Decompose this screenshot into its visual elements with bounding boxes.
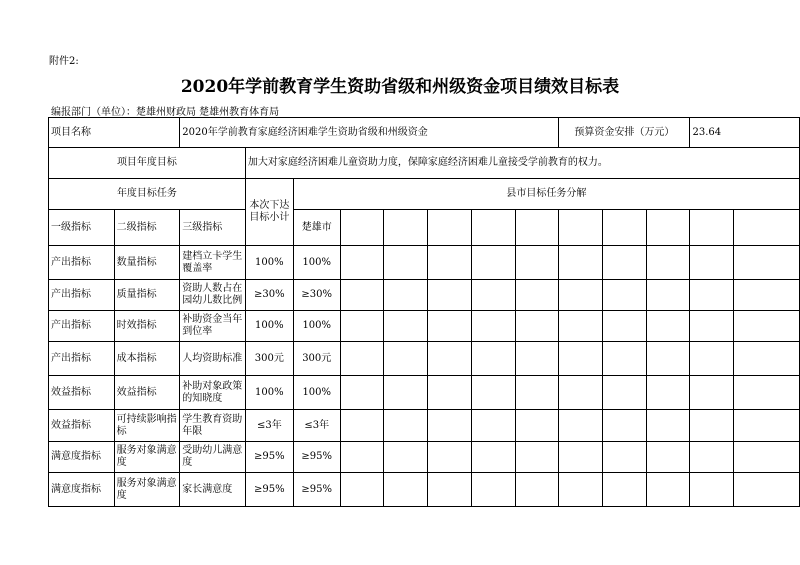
empty-cell: [559, 311, 603, 342]
empty-cell: [734, 342, 800, 376]
empty-cell: [515, 442, 559, 473]
level1-header: 一级指标: [49, 210, 115, 246]
empty-cell: [646, 473, 690, 507]
table-row: [49, 280, 800, 311]
level3-cell: 学生教育资助年限: [180, 410, 246, 442]
level3-cell: 补助资金当年到位率: [180, 311, 246, 342]
empty-cell: [340, 246, 384, 280]
level2-cell: 效益指标: [114, 376, 180, 410]
subtotal-cell: ≥95%: [245, 473, 293, 507]
empty-cell: [559, 410, 603, 442]
empty-cell: [603, 376, 647, 410]
empty-cell: [690, 442, 734, 473]
table-row: [49, 410, 800, 442]
empty-cell: [428, 342, 472, 376]
level2-cell: 质量指标: [114, 280, 180, 311]
county-chuxiong-cell: 100%: [293, 376, 340, 410]
level1-cell: 产出指标: [49, 342, 115, 376]
empty-cell: [603, 246, 647, 280]
empty-cell: [515, 473, 559, 507]
subtotal-cell: 300元: [245, 342, 293, 376]
empty-cell: [384, 311, 428, 342]
level1-cell: 效益指标: [49, 376, 115, 410]
table-row: [49, 311, 800, 342]
empty-cell: [428, 473, 472, 507]
annual-tasks-header: 年度目标任务: [49, 179, 246, 210]
level2-cell: 服务对象满意度: [114, 442, 180, 473]
empty-cell: [734, 376, 800, 410]
level1-cell: 产出指标: [49, 246, 115, 280]
empty-cell: [559, 246, 603, 280]
level1-cell: 产出指标: [49, 311, 115, 342]
empty-cell: [428, 246, 472, 280]
empty-cell: [559, 376, 603, 410]
level3-cell: 资助人数占在园幼儿数比例: [180, 280, 246, 311]
empty-cell: [734, 473, 800, 507]
empty-cell: [515, 246, 559, 280]
empty-cell: [734, 311, 800, 342]
attachment-label: 附件2:: [49, 56, 79, 67]
empty-cell: [471, 246, 515, 280]
empty-cell: [646, 376, 690, 410]
empty-cell: [340, 473, 384, 507]
empty-cell: [384, 376, 428, 410]
empty-cell: [471, 376, 515, 410]
level3-cell: 补助对象政策的知晓度: [180, 376, 246, 410]
level1-cell: 产出指标: [49, 280, 115, 311]
empty-cell: [471, 442, 515, 473]
table-row: [49, 342, 800, 376]
empty-cell: [646, 342, 690, 376]
annual-goal-value: 加大对家庭经济困难儿童资助力度，保障家庭经济困难儿童接受学前教育的权力。: [245, 148, 799, 179]
county-chuxiong-cell: 300元: [293, 342, 340, 376]
empty-cell: [471, 311, 515, 342]
empty-cell: [340, 280, 384, 311]
annual-goal-label: 项目年度目标: [49, 148, 246, 179]
empty-cell: [471, 280, 515, 311]
empty-cell: [428, 442, 472, 473]
level3-cell: 建档立卡学生覆盖率: [180, 246, 246, 280]
empty-cell: [646, 311, 690, 342]
empty-cell: [690, 280, 734, 311]
empty-cell: [515, 311, 559, 342]
empty-cell: [603, 473, 647, 507]
empty-cell: [646, 246, 690, 280]
empty-cell: [734, 280, 800, 311]
empty-cell: [690, 473, 734, 507]
empty-cell: [559, 342, 603, 376]
performance-table: [48, 117, 800, 507]
empty-cell: [734, 442, 800, 473]
empty-cell: [603, 442, 647, 473]
empty-cell: [384, 246, 428, 280]
county-chuxiong-cell: ≤3年: [293, 410, 340, 442]
empty-cell: [471, 410, 515, 442]
empty-cell: [646, 442, 690, 473]
subtotal-cell: 100%: [245, 246, 293, 280]
project-name-value: 2020年学前教育家庭经济困难学生资助省级和州级资金: [180, 118, 559, 148]
empty-cell: [428, 311, 472, 342]
subtotal-header: 本次下达目标小计: [245, 179, 293, 246]
level3-cell: 人均资助标准: [180, 342, 246, 376]
empty-cell: [646, 410, 690, 442]
level3-cell: 家长满意度: [180, 473, 246, 507]
level2-cell: 服务对象满意度: [114, 473, 180, 507]
empty-cell: [734, 246, 800, 280]
level3-cell: 受助幼儿满意度: [180, 442, 246, 473]
subtotal-cell: ≥30%: [245, 280, 293, 311]
subtotal-cell: 100%: [245, 376, 293, 410]
empty-cell: [340, 442, 384, 473]
level1-cell: 效益指标: [49, 410, 115, 442]
empty-cell: [603, 311, 647, 342]
empty-cell: [471, 473, 515, 507]
empty-cell: [646, 280, 690, 311]
empty-cell: [340, 376, 384, 410]
empty-cell: [559, 280, 603, 311]
subtotal-cell: ≥95%: [245, 442, 293, 473]
budget-value: 23.64: [690, 118, 800, 148]
project-name-label: 项目名称: [49, 118, 180, 148]
empty-cell: [515, 342, 559, 376]
county-chuxiong-cell: 100%: [293, 311, 340, 342]
subtotal-cell: ≤3年: [245, 410, 293, 442]
empty-cell: [690, 311, 734, 342]
county-chuxiong-cell: ≥30%: [293, 280, 340, 311]
level2-cell: 成本指标: [114, 342, 180, 376]
county-chuxiong-cell: ≥95%: [293, 442, 340, 473]
reporting-unit: 编报部门（单位）：楚雄州财政局 楚雄州教育体育局: [51, 107, 280, 118]
table-row: [49, 376, 800, 410]
level2-header: 二级指标: [114, 210, 180, 246]
empty-cell: [603, 342, 647, 376]
level2-cell: 可持续影响指标: [114, 410, 180, 442]
level1-cell: 满意度指标: [49, 473, 115, 507]
empty-cell: [384, 442, 428, 473]
empty-cell: [428, 410, 472, 442]
page-title: 2020年学前教育学生资助省级和州级资金项目绩效目标表: [180, 77, 620, 97]
subtotal-cell: 100%: [245, 311, 293, 342]
empty-cell: [515, 376, 559, 410]
level2-cell: 时效指标: [114, 311, 180, 342]
empty-cell: [690, 376, 734, 410]
empty-cell: [384, 280, 428, 311]
empty-cell: [559, 442, 603, 473]
empty-cell: [603, 280, 647, 311]
level3-header: 三级指标: [180, 210, 246, 246]
empty-cell: [515, 280, 559, 311]
level2-cell: 数量指标: [114, 246, 180, 280]
empty-cell: [384, 342, 428, 376]
empty-cell: [690, 246, 734, 280]
empty-cell: [734, 410, 800, 442]
county-header-chuxiong: 楚雄市: [293, 210, 340, 246]
table-row: [49, 473, 800, 507]
empty-cell: [471, 342, 515, 376]
empty-cell: [690, 342, 734, 376]
empty-cell: [559, 473, 603, 507]
empty-cell: [340, 342, 384, 376]
empty-cell: [384, 473, 428, 507]
level1-cell: 满意度指标: [49, 442, 115, 473]
empty-cell: [428, 376, 472, 410]
county-chuxiong-cell: 100%: [293, 246, 340, 280]
table-row: [49, 246, 800, 280]
empty-cell: [603, 410, 647, 442]
county-chuxiong-cell: ≥95%: [293, 473, 340, 507]
empty-cell: [340, 410, 384, 442]
budget-label: 预算资金安排（万元）: [559, 118, 690, 148]
county-breakdown-header: 县市目标任务分解: [293, 179, 799, 210]
empty-cell: [428, 280, 472, 311]
empty-cell: [515, 410, 559, 442]
empty-cell: [384, 410, 428, 442]
table-row: [49, 442, 800, 473]
empty-cell: [340, 311, 384, 342]
empty-cell: [690, 410, 734, 442]
